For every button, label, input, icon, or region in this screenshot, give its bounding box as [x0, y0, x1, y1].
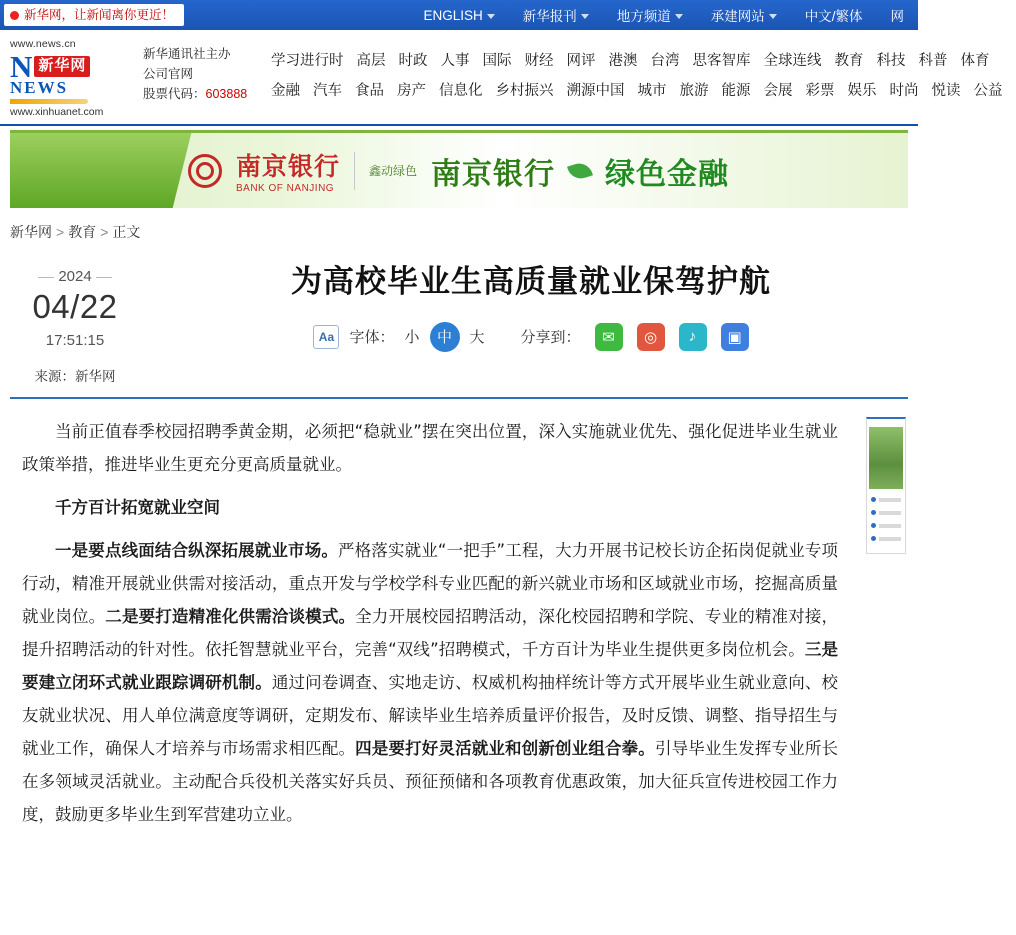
main-nav — [265, 36, 1016, 106]
topnav-item-xinhua-press[interactable] — [509, 5, 603, 25]
breadcrumb-separator: > — [100, 224, 109, 240]
site-slogan — [4, 4, 184, 26]
breadcrumb-item-education[interactable]: 教育 — [68, 224, 97, 240]
nav-item-xiangcunzhenxing[interactable]: 乡村振兴 — [495, 83, 554, 99]
chevron-down-icon — [675, 14, 683, 19]
nav-item-shishang[interactable]: 时尚 — [889, 83, 919, 99]
topnav-item-hosted-sites[interactable] — [697, 5, 791, 25]
logo-url-top: www.news.cn — [10, 38, 76, 50]
font-size-label: 字体： — [349, 329, 395, 347]
article-subheading: 千方百计拓宽就业空间 — [55, 498, 220, 517]
article-time: 17:51:15 — [45, 332, 105, 349]
main-nav-row-2 — [271, 76, 1016, 106]
nav-item-shipin[interactable]: 食品 — [355, 83, 384, 99]
logo-letter-n: N — [10, 49, 33, 84]
nav-item-gaoceng[interactable]: 高层 — [356, 53, 386, 69]
site-header — [0, 30, 1003, 126]
font-size-icon: Aa — [313, 325, 339, 349]
related-list-item[interactable] — [871, 510, 901, 515]
logo-swoosh-icon — [10, 99, 88, 104]
nav-item-jiaoyu[interactable]: 教育 — [834, 53, 864, 69]
stock-code-line — [143, 84, 265, 104]
banner-left-panel — [10, 133, 160, 208]
nav-item-gongyi[interactable]: 公益 — [973, 83, 1003, 99]
leaf-icon — [567, 159, 593, 181]
chevron-down-icon — [581, 14, 589, 19]
topnav-label: 地方频道 — [616, 9, 671, 24]
article-header — [0, 250, 918, 385]
logo-chinese-mark: 新华网 — [34, 56, 90, 77]
nav-item-taiwan[interactable]: 台湾 — [650, 53, 680, 69]
nav-item-tiyu[interactable]: 体育 — [960, 53, 990, 69]
article-body-wrap — [0, 399, 918, 861]
bullet-icon — [871, 536, 876, 541]
nav-item-quanqiulianxian[interactable]: 全球连线 — [763, 53, 822, 69]
red-dot-icon — [10, 11, 19, 20]
nav-item-kepu[interactable]: 科普 — [918, 53, 948, 69]
stock-code-value: 603888 — [205, 87, 248, 101]
placeholder-bar — [879, 524, 901, 528]
breadcrumb-item-current: 正文 — [112, 224, 141, 240]
related-list-item[interactable] — [871, 536, 901, 541]
nav-item-suyuanzhongguo[interactable]: 溯源中国 — [566, 83, 625, 99]
chevron-down-icon — [487, 14, 495, 19]
wechat-share-icon[interactable]: ✉ — [595, 323, 623, 351]
weibo-share-icon[interactable]: ◎ — [637, 323, 665, 351]
article-paragraph: 当前正值春季校园招聘季黄金期，必须把“稳就业”摆在突出位置，深入实施就业优先、强化促进毕业生就业政策举措，推进毕业生更充分更高质量就业。 — [22, 422, 838, 474]
douyin-share-icon[interactable]: ♪ — [679, 323, 707, 351]
bank-logo-icon — [188, 154, 222, 188]
breadcrumb — [0, 208, 918, 250]
logo-url-bottom: www.xinhuanet.com — [10, 106, 104, 118]
nav-item-xuexi[interactable]: 学习进行时 — [271, 53, 344, 69]
nav-item-renshi[interactable]: 人事 — [440, 53, 470, 69]
site-slogan-text: 新华网，让新闻离你更近！ — [24, 8, 175, 22]
placeholder-bar — [879, 537, 901, 541]
related-list-item[interactable] — [871, 523, 901, 528]
placeholder-bar — [879, 498, 901, 502]
font-size-medium-button[interactable]: 中 — [430, 322, 460, 352]
placeholder-bar — [879, 511, 901, 515]
article-paragraph-rich: 一是要点线面结合纵深拓展就业市场。严格落实就业“一把手”工程，大力开展书记校长访企拓岗促就业专项行动，精准开展就业供需对接活动，重点开发与学校学科专业匹配的新兴就业市场和区域就业市场，挖掘高质量就业岗位。二是要打造精准化供需洽谈模式。全力开展校园招聘活动，深化校园招聘和学院、专业的精准对接，提升招聘活动的针对性。依托智慧就业平台，完善“双线”招聘模式，千方百计为毕业生提供更多岗位机会。三是要建立闭环式就业跟踪调研机制。通过问卷调查、实地走访、权威机构抽样统计等方式开展毕业生就业意向、校友就业状况、用人单位满意度等调研，定期发布、解读毕业生培养质量评价报告，及时反馈、调整、指导招生与就业工作，确保人才培养与市场需求相匹配。四是要打好灵活就业和创新创业组合拳。引导毕业生发挥专业所长在多领域灵活就业。主动配合兵役机关落实好兵员、预征预储和各项教育优惠政策，加大征兵宣传进校园工作力度，鼓励更多毕业生到军营建功立业。 — [22, 541, 838, 824]
nav-item-yuedu[interactable]: 悦读 — [931, 83, 961, 99]
top-bar — [0, 0, 918, 30]
bank-name-cn: 南京银行 — [236, 152, 341, 181]
bullet-icon — [871, 510, 876, 515]
more-share-icon[interactable]: ▣ — [721, 323, 749, 351]
nav-item-gangao[interactable]: 港澳 — [608, 53, 638, 69]
banner-advertisement[interactable] — [10, 130, 908, 208]
nav-item-keji[interactable]: 科技 — [876, 53, 906, 69]
topnav-label: 承建网站 — [710, 9, 765, 24]
nav-item-shizheng[interactable]: 时政 — [398, 53, 428, 69]
banner-title-right: 绿色金融 — [605, 157, 730, 191]
breadcrumb-separator: > — [56, 224, 65, 240]
topnav-label: 新华报刊 — [522, 9, 577, 24]
topnav-label: 中文/繁体 — [804, 9, 863, 24]
topnav-item-english[interactable] — [409, 8, 508, 23]
article-source: 来源：新华网 — [34, 369, 116, 384]
bullet-icon — [871, 523, 876, 528]
related-card[interactable] — [866, 417, 906, 554]
nav-item-xinxihua[interactable]: 信息化 — [439, 83, 483, 99]
topnav-label: ENGLISH — [423, 7, 483, 23]
banner-content — [160, 133, 908, 208]
page-title: 为高校毕业生高质量就业保驾护航 — [291, 264, 771, 300]
breadcrumb-item-home[interactable]: 新华网 — [10, 224, 52, 240]
nav-item-caipiao[interactable]: 彩票 — [805, 83, 835, 99]
nav-item-chengshi[interactable]: 城市 — [637, 83, 667, 99]
nav-item-qiche[interactable]: 汽车 — [313, 83, 342, 99]
top-bar-nav — [409, 5, 918, 25]
main-nav-row-1 — [271, 46, 1016, 76]
sidebar-rail — [858, 399, 918, 861]
article-date-block — [0, 254, 150, 385]
nav-item-nengyuan[interactable]: 能源 — [721, 83, 751, 99]
topnav-item-language-toggle[interactable] — [791, 5, 877, 25]
banner-title-left: 南京银行 — [431, 157, 556, 191]
nav-item-lvyou[interactable]: 旅游 — [679, 83, 709, 99]
article-title-block — [150, 254, 918, 385]
chevron-down-icon — [769, 14, 777, 19]
nav-item-fangchan[interactable]: 房产 — [397, 83, 426, 99]
publisher-info — [125, 36, 265, 104]
nav-item-sikezhiku[interactable]: 思客智库 — [692, 53, 751, 69]
font-size-small-button[interactable]: 小 — [404, 329, 420, 347]
publisher-line-1: 新华通讯社主办 — [143, 47, 231, 61]
share-label: 分享到： — [520, 329, 581, 347]
bullet-icon — [871, 497, 876, 502]
site-logo[interactable] — [10, 36, 125, 118]
article-year: 2024 — [46, 268, 103, 285]
bank-name-en: BANK OF NANJING — [236, 183, 335, 194]
topnav-label: 网 — [890, 9, 904, 24]
related-list-item[interactable] — [871, 497, 901, 502]
nav-item-jinrong[interactable]: 金融 — [271, 83, 300, 99]
article-content — [0, 399, 858, 861]
nav-item-huizhan[interactable]: 会展 — [763, 83, 793, 99]
topnav-item-network[interactable] — [877, 5, 919, 25]
nav-item-guoji[interactable]: 国际 — [482, 53, 512, 69]
banner-sub-brand: 鑫动绿色 — [369, 164, 418, 178]
article-month-day: 04/22 — [32, 288, 118, 325]
topnav-item-local-channels[interactable] — [603, 5, 697, 25]
nav-item-caijing[interactable]: 财经 — [524, 53, 554, 69]
publisher-line-2: 公司官网 — [143, 67, 194, 81]
nav-item-wangping[interactable]: 网评 — [566, 53, 596, 69]
stock-code-label: 股票代码： — [143, 87, 206, 101]
logo-news-text: NEWS — [10, 78, 69, 97]
article-toolbar — [150, 322, 912, 352]
font-size-large-button[interactable]: 大 — [469, 329, 485, 347]
banner-divider — [354, 152, 355, 190]
nav-item-yule[interactable]: 娱乐 — [847, 83, 877, 99]
related-thumbnail — [869, 427, 903, 489]
